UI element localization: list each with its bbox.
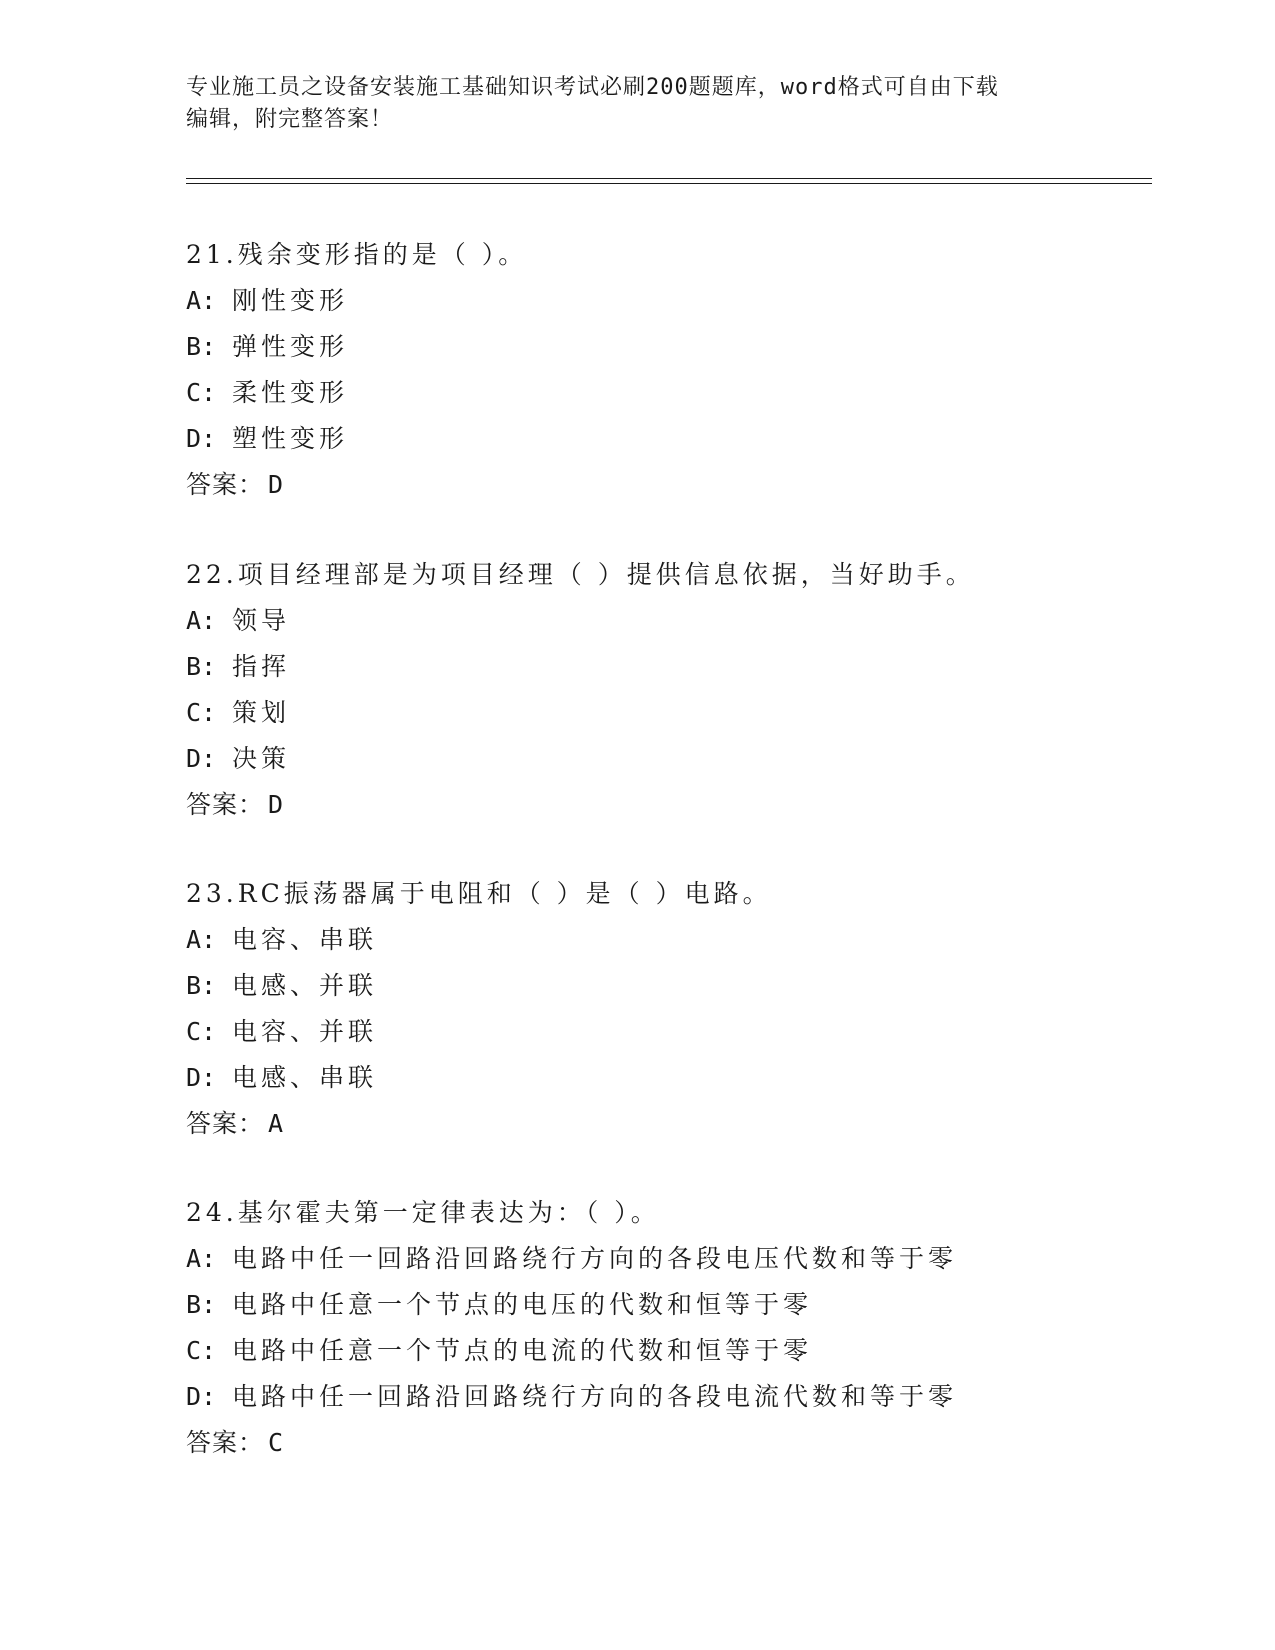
option-d (186, 1055, 1146, 1101)
option-d (186, 736, 1146, 782)
answer-label: 答案： (186, 1109, 265, 1138)
option-text: 电路中任一回路沿回路绕行方向的各段电流代数和等于零 (232, 1382, 958, 1411)
option-text: 刚性变形 (232, 286, 349, 315)
option-text: 弹性变形 (232, 332, 349, 361)
option-a (186, 917, 1146, 963)
header-divider-bottom (186, 183, 1152, 184)
option-text: 电容、并联 (232, 1017, 378, 1046)
answer-line (186, 1420, 1146, 1466)
question-stem: 22.项目经理部是为项目经理（ ）提供信息依据，当好助手。 (186, 560, 975, 589)
option-c (186, 690, 1146, 736)
option-text: 电容、串联 (232, 925, 378, 954)
option-letter: B: (186, 332, 217, 361)
answer-label: 答案： (186, 470, 265, 499)
option-text: 塑性变形 (232, 424, 349, 453)
document-header (186, 72, 1086, 136)
header-divider-top (186, 178, 1152, 179)
option-c (186, 1328, 1146, 1374)
question-24 (186, 1190, 1146, 1466)
option-letter: A: (186, 925, 217, 954)
answer-value: D (268, 470, 285, 499)
question-23 (186, 871, 1146, 1147)
option-text: 电感、并联 (232, 971, 378, 1000)
option-letter: C: (186, 378, 217, 407)
answer-line (186, 462, 1146, 508)
option-b (186, 644, 1146, 690)
option-d (186, 1374, 1146, 1420)
option-c (186, 370, 1146, 416)
question-stem: 24.基尔霍夫第一定律表达为：（ ）。 (186, 1198, 660, 1227)
option-letter: D: (186, 744, 217, 773)
answer-label: 答案： (186, 1428, 265, 1457)
option-b (186, 963, 1146, 1009)
option-letter: D: (186, 1063, 217, 1092)
question-22 (186, 552, 1146, 828)
option-b (186, 1282, 1146, 1328)
answer-label: 答案： (186, 790, 265, 819)
option-text: 电感、串联 (232, 1063, 378, 1092)
option-letter: B: (186, 652, 217, 681)
option-letter: C: (186, 1017, 217, 1046)
option-text: 决策 (232, 744, 291, 773)
option-letter: D: (186, 424, 217, 453)
option-letter: A: (186, 1244, 217, 1273)
option-c (186, 1009, 1146, 1055)
answer-value: A (268, 1109, 285, 1138)
option-a (186, 278, 1146, 324)
option-text: 电路中任意一个节点的电压的代数和恒等于零 (232, 1290, 813, 1319)
answer-value: D (268, 790, 285, 819)
option-text: 领导 (232, 606, 291, 635)
option-text: 指挥 (232, 652, 291, 681)
option-text: 电路中任意一个节点的电流的代数和恒等于零 (232, 1336, 813, 1365)
answer-line (186, 782, 1146, 828)
answer-value: C (268, 1428, 285, 1457)
option-b (186, 324, 1146, 370)
option-a (186, 1236, 1146, 1282)
question-stem: 21.残余变形指的是（ ）。 (186, 240, 528, 269)
option-letter: B: (186, 1290, 217, 1319)
question-21 (186, 232, 1146, 508)
answer-line (186, 1101, 1146, 1147)
option-letter: B: (186, 971, 217, 1000)
option-d (186, 416, 1146, 462)
option-letter: D: (186, 1382, 217, 1411)
option-letter: C: (186, 1336, 217, 1365)
option-text: 柔性变形 (232, 378, 349, 407)
question-stem: 23.RC振荡器属于电阻和（ ）是（ ）电路。 (186, 879, 772, 908)
option-text: 策划 (232, 698, 291, 727)
option-a (186, 598, 1146, 644)
option-letter: C: (186, 698, 217, 727)
option-letter: A: (186, 286, 217, 315)
option-letter: A: (186, 606, 217, 635)
header-title-line-2: 编辑，附完整答案！ (186, 107, 394, 132)
option-text: 电路中任一回路沿回路绕行方向的各段电压代数和等于零 (232, 1244, 958, 1273)
header-title-line-1: 专业施工员之设备安装施工基础知识考试必刷200题题库，word格式可自由下载 (186, 75, 999, 100)
